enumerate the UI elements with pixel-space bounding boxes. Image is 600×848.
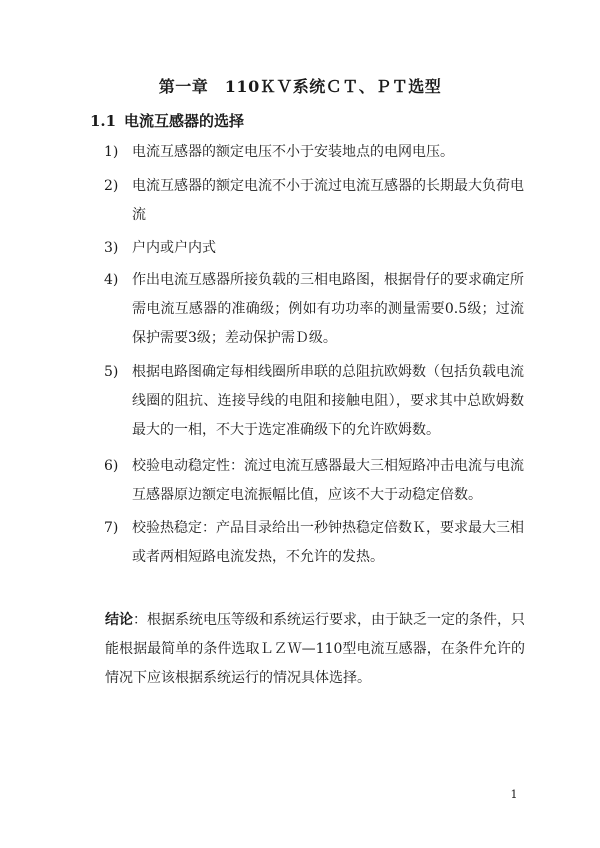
section-heading <box>90 110 244 131</box>
list-item-marker: 5) <box>104 364 119 380</box>
list-item <box>104 266 524 353</box>
list-item-marker: 6) <box>104 458 119 474</box>
list-item-marker: 2) <box>104 178 119 194</box>
list-item-marker: 3) <box>104 240 119 256</box>
list-item <box>104 234 524 263</box>
list-item-text: 根据电路图确定每相线圈所串联的总阻抗欧姆数（包括负载电流线圈的阻抗、连接导线的电阻和接触电阻），要求其中总欧姆数最大的一相，不大于选定准确级下的允许欧姆数。 <box>132 364 524 438</box>
list-item-marker: 4) <box>104 272 119 288</box>
list-item-text: 校验热稳定：产品目录给出一秒钟热稳定倍数Ｋ，要求最大三相或者两相短路电流发热，不允许的发热。 <box>132 520 524 565</box>
list-item-text: 校验电动稳定性：流过电流互感器最大三相短路冲击电流与电流互感器原边额定电流振幅比值，应该不大于动稳定倍数。 <box>132 458 524 503</box>
list-item <box>104 452 524 510</box>
list-item-marker: 7) <box>104 520 119 536</box>
conclusion-label: 结论 <box>105 612 133 628</box>
list-item <box>104 172 524 230</box>
conclusion-text: 根据系统电压等级和系统运行要求，由于缺乏一定的条件，只能根据最简单的条件选取ＬＺＷ—110型电流互感器，在条件允许的情况下应该根据系统运行的情况具体选择。 <box>105 612 525 686</box>
list-item-text: 作出电流互感器所接负载的三相电路图，根据骨仔的要求确定所需电流互感器的准确级；例如有功功率的测量需要0.5级；过流保护需要3级；差动保护需Ｄ级。 <box>132 272 524 346</box>
list-item <box>104 138 524 167</box>
chapter-title: 第一章 110ＫＶ系统ＣＴ、ＰＴ选型 <box>158 77 442 96</box>
list-item-text: 电流互感器的额定电流不小于流过电流互感器的长期最大负荷电流 <box>132 178 524 223</box>
list-item <box>104 358 524 445</box>
conclusion-paragraph <box>105 606 525 693</box>
list-item <box>104 514 524 572</box>
page-number-text: 1 <box>510 788 518 801</box>
section-title: 电流互感器的选择 <box>124 112 245 130</box>
section-number: 1.1 <box>90 112 117 130</box>
page-number <box>0 788 600 801</box>
list-item-text: 户内或户内式 <box>132 240 216 256</box>
list-item-text: 电流互感器的额定电压不小于安装地点的电网电压。 <box>132 144 454 160</box>
conclusion-colon: ： <box>133 612 147 628</box>
list-item-marker: 1) <box>104 144 119 160</box>
